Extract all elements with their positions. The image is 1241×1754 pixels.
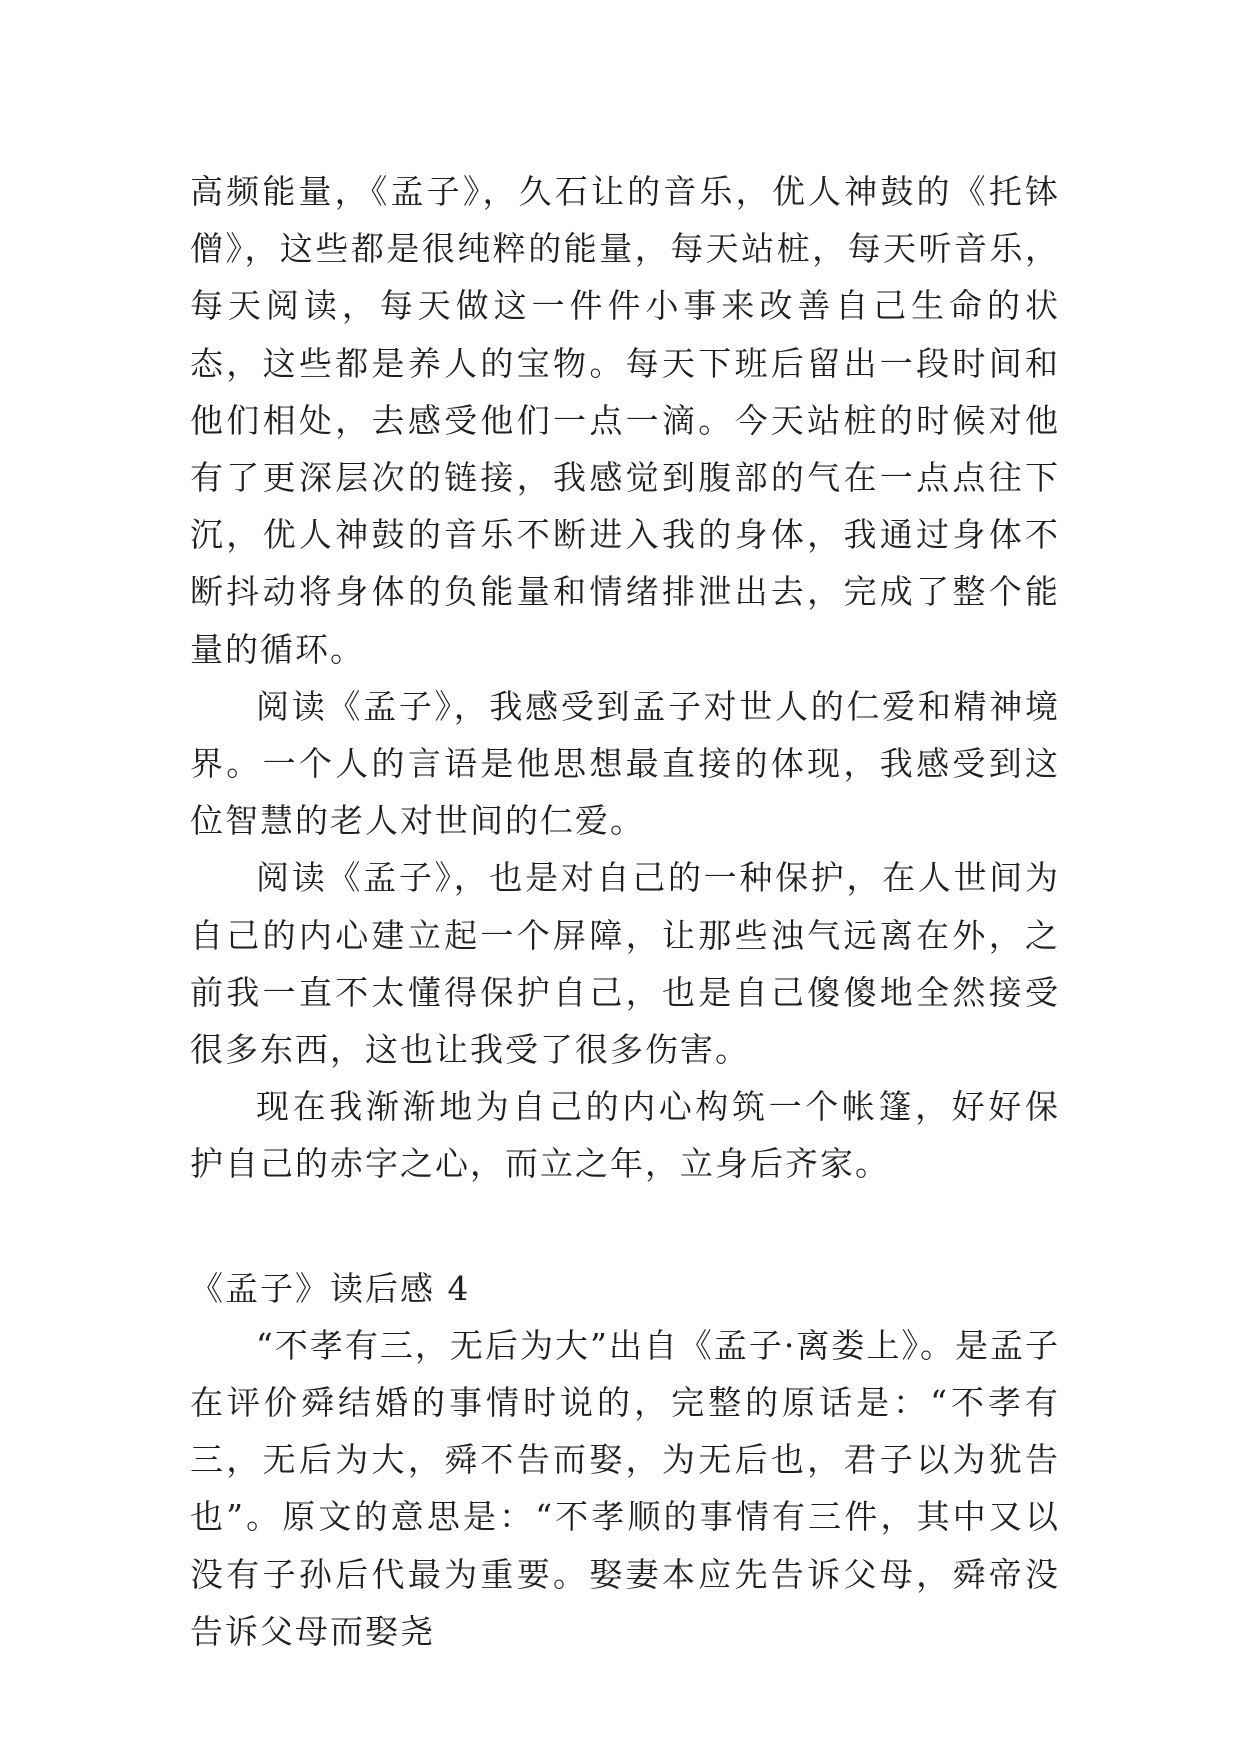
document-body: [190, 163, 1060, 1660]
section-title: 《孟子》读后感 4: [190, 1268, 471, 1308]
paragraph-tent: 现在我渐渐地为自己的内心构筑一个帐篷，好好保护自己的赤字之心，而立之年，立身后齐家。: [190, 1087, 1060, 1184]
paragraph-filial-piety: “不孝有三，无后为大”出自《孟子·离娄上》。是孟子在评价舜结婚的事情时说的，完整的原话是：“不孝有三，无后为大，舜不告而娶，为无后也，君子以为犹告也”。原文的意思是：“不孝顺的事情有三件，其中又以没有子孙后代最为重要。娶妻本应先告诉父母，舜帝没告诉父母而娶尧: [190, 1325, 1060, 1651]
paragraph-reading-protection: 阅读《孟子》，也是对自己的一种保护，在人世间为自己的内心建立起一个屏障，让那些浊气远离在外，之前我一直不太懂得保护自己，也是自己傻傻地全然接受很多东西，这也让我受了很多伤害。: [190, 858, 1060, 1070]
paragraph-reading-benevolence: 阅读《孟子》，我感受到孟子对世人的仁爱和精神境界。一个人的言语是他思想最直接的体现，我感受到这位智慧的老人对世间的仁爱。: [190, 686, 1060, 841]
paragraph-energy: 高频能量，《孟子》，久石让的音乐，优人神鼓的《托钵僧》，这些都是很纯粹的能量，每天站桩，每天听音乐，每天阅读，每天做这一件件小事来改善自己生命的状态，这些都是养人的宝物。每天下班后留出一段时间和他们相处，去感受他们一点一滴。今天站桩的时候对他有了更深层次的链接，我感觉到腹部的气在一点点往下沉，优人神鼓的音乐不断进入我的身体，我通过身体不断抖动将身体的负能量和情绪排泄出去，完成了整个能量的循环。: [190, 172, 1060, 669]
